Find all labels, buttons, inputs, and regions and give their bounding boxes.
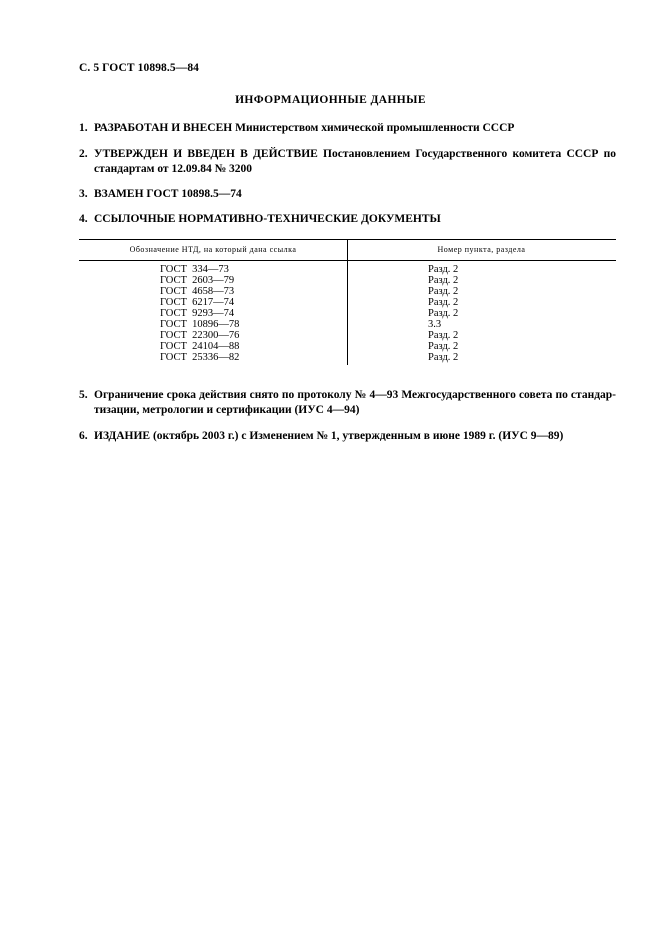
item-line: тизации, метрологии и сертификации (ИУС 4—94) bbox=[94, 404, 360, 416]
item-number: 6. bbox=[79, 430, 88, 442]
item-lead: ВЗАМЕН ГОСТ 10898.5—74 bbox=[94, 188, 242, 200]
item-number: 5. bbox=[79, 389, 88, 401]
table-cell-document: ГОСТ 2603—79 bbox=[160, 275, 235, 286]
table-cell-document: ГОСТ 25336—82 bbox=[160, 352, 240, 363]
page-header: С. 5 ГОСТ 10898.5—84 bbox=[79, 62, 200, 74]
table-cell-section: Разд. 2 bbox=[428, 275, 459, 286]
item-number: 3. bbox=[79, 188, 88, 200]
table-cell-section: 3.3 bbox=[428, 319, 442, 330]
table-cell-document: ГОСТ 6217—74 bbox=[160, 297, 235, 308]
item-line bbox=[94, 147, 616, 162]
table-header-section: Номер пункта, раздела bbox=[437, 245, 526, 254]
table-cell-section: Разд. 2 bbox=[428, 330, 459, 341]
table-cell-section: Разд. 2 bbox=[428, 341, 459, 352]
item-line: стандартам от 12.09.84 № 3200 bbox=[94, 163, 253, 175]
table-cell-document: ГОСТ 334—73 bbox=[160, 264, 229, 275]
item-line: Ограничение срока действия снято по протоколу № 4—93 Межгосударственного совета по стандар- bbox=[94, 389, 616, 401]
item-number: 4. bbox=[79, 213, 88, 225]
table-header-document: Обозначение НТД, на который дана ссылка bbox=[129, 245, 297, 254]
item-lead: ССЫЛОЧНЫЕ НОРМАТИВНО-ТЕХНИЧЕСКИЕ ДОКУМЕНТЫ bbox=[94, 213, 441, 225]
page-title: ИНФОРМАЦИОННЫЕ ДАННЫЕ bbox=[235, 94, 426, 106]
item-lead: УТВЕРЖДЕН И ВВЕДЕН В ДЕЙСТВИЕ bbox=[94, 148, 318, 160]
reference-table bbox=[79, 239, 616, 365]
item-text: (октябрь 2003 г.) с Изменением № 1, утвержденным в июне 1989 г. (ИУС 9—89) bbox=[150, 430, 564, 442]
table-column-divider bbox=[347, 239, 348, 365]
table-cell-section: Разд. 2 bbox=[428, 352, 459, 363]
item-lead: ИЗДАНИЕ bbox=[94, 430, 151, 442]
table-cell-document: ГОСТ 10896—78 bbox=[160, 319, 240, 330]
item-lead: РАЗРАБОТАН И ВНЕСЕН bbox=[94, 122, 233, 134]
table-cell-section: Разд. 2 bbox=[428, 286, 459, 297]
table-cell-document: ГОСТ 4658—73 bbox=[160, 286, 235, 297]
item-number: 2. bbox=[79, 148, 88, 160]
table-cell-document: ГОСТ 22300—76 bbox=[160, 330, 240, 341]
table-column-sections bbox=[428, 264, 458, 363]
item-text: Постановлением Государственного комитета СССР по bbox=[317, 148, 616, 160]
item-number: 1. bbox=[79, 122, 88, 134]
table-cell-document: ГОСТ 24104—88 bbox=[160, 341, 240, 352]
table-cell-section: Разд. 2 bbox=[428, 297, 459, 308]
table-cell-document: ГОСТ 9293—74 bbox=[160, 308, 235, 319]
item-text: Министерством химической промышленности СССР bbox=[232, 122, 515, 134]
table-cell-section: Разд. 2 bbox=[428, 308, 459, 319]
table-cell-section: Разд. 2 bbox=[428, 264, 459, 275]
table-column-documents bbox=[160, 264, 239, 363]
